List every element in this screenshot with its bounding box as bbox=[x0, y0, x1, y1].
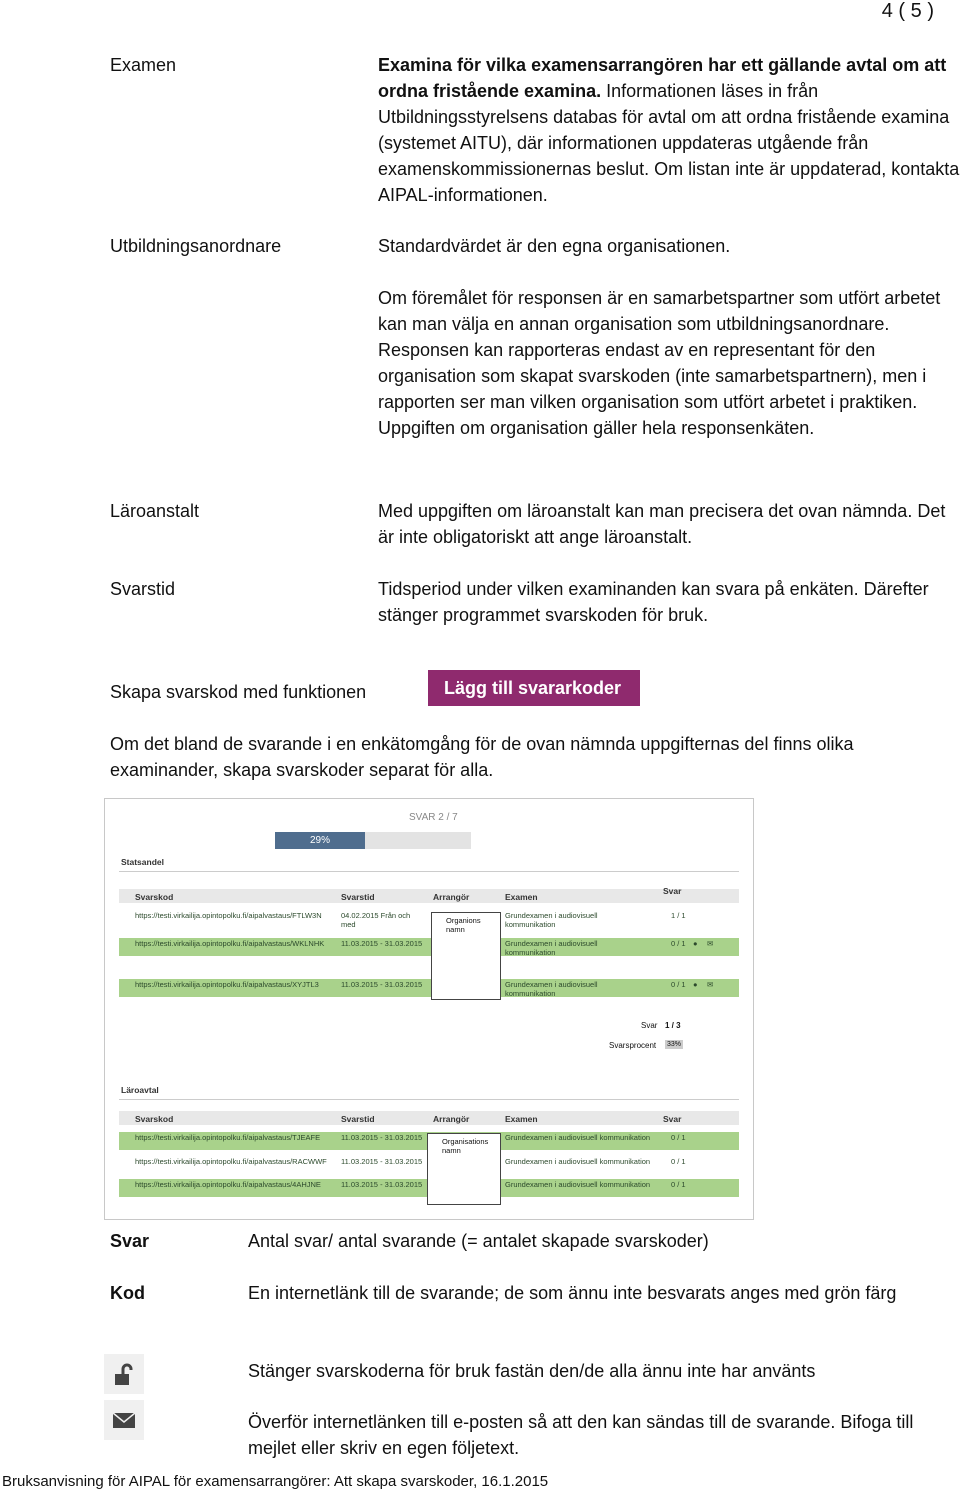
col-svar[interactable]: Svar bbox=[663, 1114, 682, 1124]
term-svarstid: Svarstid bbox=[110, 579, 176, 599]
table2-header bbox=[119, 1111, 739, 1125]
function-label: Skapa svarskod med funktionen bbox=[110, 682, 367, 702]
lock-icon bbox=[104, 1354, 144, 1394]
envelope-icon bbox=[104, 1400, 144, 1440]
lock-icon[interactable]: ● bbox=[693, 980, 698, 989]
row-url[interactable]: https://testi.virkailija.opintopolku.fi/aipalvastaus/RACWWF bbox=[135, 1157, 327, 1166]
col-svarstid[interactable]: Svarstid bbox=[341, 1114, 375, 1124]
row-svar: 1 / 1 bbox=[671, 911, 686, 920]
row-url[interactable]: https://testi.virkailija.opintopolku.fi/aipalvastaus/4AHJNE bbox=[135, 1180, 321, 1189]
table1-header bbox=[119, 886, 739, 903]
lock-icon[interactable]: ● bbox=[693, 939, 698, 948]
row-svar: 0 / 1 bbox=[671, 1157, 686, 1166]
legend-text-envelope: Överför internetlänken till e-posten så att den kan sändas till de svarande. Bifoga till mejlet eller skriv en egen följetext. bbox=[248, 1412, 914, 1458]
intro-paragraph: Om det bland de svarande i en enkätomgång för de ovan nämnda uppgifternas del finns olika examinander, skapa svarskoder separat för alla. bbox=[110, 734, 854, 780]
desc-svarstid: Tidsperiod under vilken examinanden kan svara på enkäten. Därefter stänger programmet svarskoden för bruk. bbox=[378, 579, 929, 625]
desc-samarbetspartner: Om föremålet för responsen är en samarbetspartner som utfört arbetet kan man välja en annan organisation som utbildningsanordnare. Responsen kan rapporteras endast av en representant för den organisation som skapat svarskoden (inte samarbetspartnern), men i rapporten ser man vilken organisation som utfört arbetet i praktiken. Uppgiften om organisation gäller hela responsenkäten. bbox=[378, 288, 941, 438]
organization-callout-2: Organisations namn bbox=[427, 1133, 501, 1205]
term-utbildningsanordnare: Utbildningsanordnare bbox=[110, 236, 282, 256]
col-examen[interactable]: Examen bbox=[505, 1114, 538, 1124]
row-exam: Grundexamen i audiovisuell kommunikation bbox=[505, 911, 598, 929]
col-svarstid[interactable]: Svarstid bbox=[341, 892, 375, 902]
progress-fill: 29% bbox=[275, 832, 365, 849]
section-statsandel: Statsandel bbox=[121, 857, 164, 867]
row-time: 11.03.2015 - 31.03.2015 bbox=[341, 1133, 423, 1142]
row-exam: Grundexamen i audiovisuell kommunikation bbox=[505, 1180, 651, 1189]
row-svar: 0 / 1 bbox=[671, 939, 686, 948]
desc-utbildningsanordnare: Standardvärdet är den egna organisationen. bbox=[378, 236, 731, 256]
row-time: 11.03.2015 - 31.03.2015 bbox=[341, 1157, 423, 1166]
row-exam: Grundexamen i audiovisuell kommunikation bbox=[505, 939, 598, 957]
row-time: 11.03.2015 - 31.03.2015 bbox=[341, 939, 423, 948]
col-svarskod[interactable]: Svarskod bbox=[135, 892, 174, 902]
legend-term-kod: Kod bbox=[110, 1283, 145, 1303]
envelope-icon[interactable]: ✉ bbox=[707, 980, 714, 989]
svar-header: SVAR 2 / 7 bbox=[409, 812, 458, 823]
progress-bar bbox=[275, 832, 471, 849]
section-laroavtal: Läroavtal bbox=[121, 1085, 159, 1095]
footer: Bruksanvisning för AIPAL för examensarrangörer: Att skapa svarskoder, 16.1.2015 bbox=[2, 1473, 549, 1490]
summary-svar-label: Svar bbox=[641, 1021, 658, 1030]
col-arrangor[interactable]: Arrangör bbox=[433, 892, 470, 902]
row-url[interactable]: https://testi.virkailija.opintopolku.fi/aipalvastaus/TJEAFE bbox=[135, 1133, 321, 1142]
organization-callout-1: Organions namn bbox=[431, 912, 501, 1000]
legend-text-lock: Stänger svarskoderna för bruk fastän den/de alla ännu inte har använts bbox=[248, 1361, 816, 1381]
add-response-codes-button[interactable]: Lägg till svararkoder bbox=[428, 670, 640, 706]
desc-examen bbox=[378, 52, 960, 208]
col-arrangor[interactable]: Arrangör bbox=[433, 1114, 470, 1124]
row-url[interactable]: https://testi.virkailija.opintopolku.fi/aipalvastaus/XYJTL3 bbox=[135, 980, 319, 989]
row-exam: Grundexamen i audiovisuell kommunikation bbox=[505, 1133, 651, 1142]
col-svar[interactable]: Svar bbox=[663, 886, 682, 896]
envelope-icon[interactable]: ✉ bbox=[707, 939, 714, 948]
legend-term-svar: Svar bbox=[110, 1231, 150, 1251]
row-time: 11.03.2015 - 31.03.2015 bbox=[341, 1180, 423, 1189]
row-svar: 0 / 1 bbox=[671, 1180, 686, 1189]
legend-text-kod: En internetlänk till de svarande; de som ännu inte besvarats anges med grön färg bbox=[248, 1283, 897, 1303]
row-svar: 0 / 1 bbox=[671, 980, 686, 989]
term-laroanstalt: Läroanstalt bbox=[110, 501, 200, 521]
row-time: 04.02.2015 Från och med bbox=[341, 911, 411, 929]
term-examen: Examen bbox=[110, 55, 177, 75]
col-svarskod[interactable]: Svarskod bbox=[135, 1114, 174, 1124]
row-svar: 0 / 1 bbox=[671, 1133, 686, 1142]
legend-text-svar: Antal svar/ antal svarande (= antalet skapade svarskoder) bbox=[248, 1231, 709, 1251]
summary-pct-value: 33% bbox=[667, 1041, 682, 1048]
summary-pct-label: Svarsprocent bbox=[609, 1041, 657, 1050]
summary-svar-value: 1 / 3 bbox=[665, 1021, 681, 1030]
desc-examen-bold: Examina för vilka examensarrangören har ett gällande avtal om att ordna fristående examina. bbox=[378, 55, 947, 101]
table-row bbox=[119, 938, 739, 956]
row-exam: Grundexamen i audiovisuell kommunikation bbox=[505, 1157, 651, 1166]
col-examen[interactable]: Examen bbox=[505, 892, 538, 902]
embedded-screenshot bbox=[104, 798, 754, 1220]
table-row bbox=[119, 979, 739, 997]
desc-laroanstalt: Med uppgiften om läroanstalt kan man precisera det ovan nämnda. Det är inte obligatoriskt att ange läroanstalt. bbox=[378, 501, 946, 547]
table-row bbox=[119, 910, 739, 928]
row-time: 11.03.2015 - 31.03.2015 bbox=[341, 980, 423, 989]
row-url[interactable]: https://testi.virkailija.opintopolku.fi/aipalvastaus/WKLNHK bbox=[135, 939, 325, 948]
row-url[interactable]: https://testi.virkailija.opintopolku.fi/aipalvastaus/FTLW3N bbox=[135, 911, 322, 920]
page-number: 4 ( 5 ) bbox=[881, 0, 934, 22]
desc-examen-rest: Informationen läses in från Utbildningsstyrelsens databas för avtal om att ordna fristående examina (systemet AITU), där informationen uppdateras utgående från examenskommissionernas beslut. Om listan inte är uppdaterad, kontakta AIPAL-informationen. bbox=[378, 81, 960, 205]
row-exam: Grundexamen i audiovisuell kommunikation bbox=[505, 980, 598, 998]
